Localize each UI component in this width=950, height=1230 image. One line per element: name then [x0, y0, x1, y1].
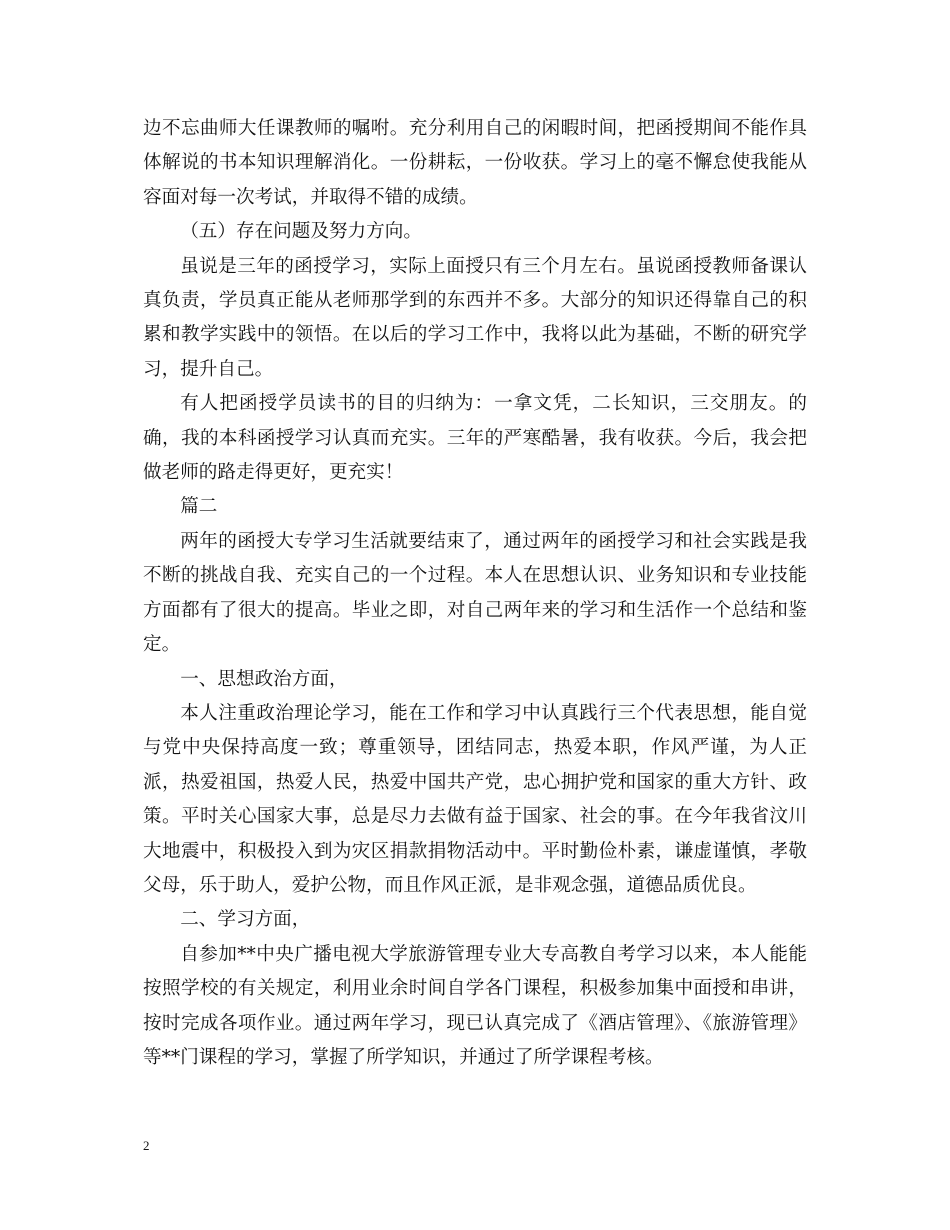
- paragraph-2: 虽说是三年的函授学习，实际上面授只有三个月左右。虽说函授教师备课认真负责，学员真正能从老师那学到的东西并不多。大部分的知识还得靠自己的积累和教学实践中的领悟。在以后的学习工作中，我将以此为基础，不断的研究学习，提升自己。: [143, 255, 807, 380]
- section-heading-5: （五）存在问题及努力方向。: [180, 221, 422, 243]
- paragraph-3: 有人把函授学员读书的目的归纳为：一拿文凭，二长知识，三交朋友。的确，我的本科函授学习认真而充实。三年的严寒酷暑，我有收获。今后，我会把做老师的路走得更好，更充实！: [143, 393, 807, 484]
- paragraph-1: 边不忘曲师大任课教师的嘱咐。充分利用自己的闲暇时间，把函授期间不能作具体解说的书本知识理解消化。一份耕耘，一份收获。学习上的毫不懈怠使我能从容面对每一次考试，并取得不错的成绩。: [143, 118, 807, 208]
- section-heading-politics: 一、思想政治方面，: [180, 668, 348, 690]
- paragraph-6: 自参加**中央广播电视大学旅游管理专业大专高教自考学习以来，本人能能按照学校的有关规定，利用业余时间自学各门课程，积极参加集中面授和串讲，按时完成各项作业。通过两年学习，现已认真完成了《酒店管理》、《旅游管理》等**门课程的学习，掌握了所学知识，并通过了所学课程考核。: [143, 943, 807, 1068]
- part-heading: 篇二: [180, 496, 218, 518]
- paragraph-5: 本人注重政治理论学习，能在工作和学习中认真践行三个代表思想，能自觉与党中央保持高度一致；尊重领导，团结同志，热爱本职，作风严谨，为人正派，热爱祖国，热爱人民，热爱中国共产党，忠心拥护党和国家的重大方针、政策。平时关心国家大事，总是尽力去做有益于国家、社会的事。在今年我省汶川大地震中，积极投入到为灾区捐款捐物活动中。平时勤俭朴素，谦虚谨慎，孝敬父母，乐于助人，爱护公物，而且作风正派，是非观念强，道德品质优良。: [143, 702, 807, 896]
- section-heading-study: 二、学习方面，: [180, 909, 311, 931]
- page-number: 2: [143, 1138, 150, 1153]
- paragraph-4: 两年的函授大专学习生活就要结束了，通过两年的函授学习和社会实践是我不断的挑战自我、充实自己的一个过程。本人在思想认识、业务知识和专业技能方面都有了很大的提高。毕业之即，对自己两年来的学习和生活作一个总结和鉴定。: [143, 530, 807, 656]
- document-body: [143, 112, 807, 1075]
